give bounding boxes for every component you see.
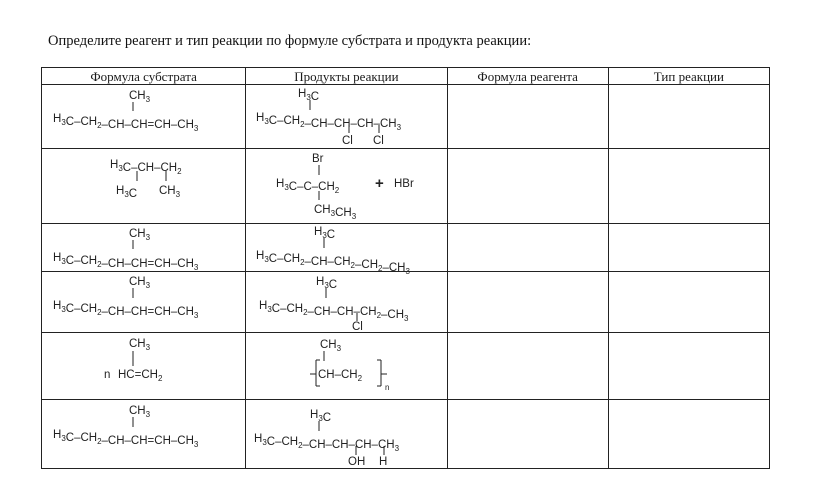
header-products: Продукты реакции	[246, 68, 447, 85]
branch-label: $CH_3$	[129, 90, 151, 104]
product-cell	[246, 149, 447, 224]
main-chain: $H_3C-CH_2-CH-CH=CH-CH_3$	[53, 429, 199, 449]
substrate-cell	[42, 224, 246, 272]
branch-label: $CH_3$	[129, 338, 151, 352]
reagent-answer-cell[interactable]	[447, 333, 608, 400]
header-row	[42, 68, 770, 85]
table-row	[42, 149, 770, 224]
reaction-type-answer-cell[interactable]	[608, 400, 769, 469]
polymer-index: n	[385, 383, 390, 392]
table-row	[42, 333, 770, 400]
plus-sign: +	[375, 175, 385, 192]
product-formula	[246, 224, 447, 276]
main-chain: $H_3C-CH_2-CH-CH_2-CH_2-CH_3$	[256, 250, 411, 276]
main-chain: $H_3C-CH_2-CH-CH-CH-CH_3$	[256, 112, 402, 132]
product-cell	[246, 400, 447, 469]
table-row	[42, 400, 770, 469]
table-row	[42, 272, 770, 333]
product-formula	[246, 400, 447, 468]
table-row	[42, 224, 770, 272]
reaction-type-answer-cell[interactable]	[608, 224, 769, 272]
product-cell	[246, 224, 447, 276]
substituent: Cl	[373, 135, 385, 147]
header-reagent: Формула реагента	[447, 68, 608, 85]
branch-label: $H_3C$	[298, 88, 320, 103]
substrate-formula	[42, 333, 246, 399]
product-cell	[246, 333, 447, 400]
task-instruction: Определите реагент и тип реакции по формуле субстрата и продукта реакции:	[48, 33, 532, 49]
substrate-formula	[42, 85, 246, 148]
substituent: $CH_3CH_3$	[314, 204, 357, 221]
substrate-cell	[42, 85, 246, 149]
substrate-formula	[42, 149, 246, 223]
substituent: OH	[348, 456, 366, 468]
main-chain: $H_3C-CH_2-CH-CH-CH-CH_3$	[254, 433, 400, 453]
table-row	[42, 85, 770, 149]
main-chain: $H_3C-CH_2-CH-CH=CH-CH_3$	[53, 300, 199, 320]
reaction-type-answer-cell[interactable]	[608, 149, 769, 224]
byproduct: HBr	[394, 178, 415, 190]
main-chain: $H_3C-CH_2-CH-CH=CH-CH_3$	[53, 113, 199, 133]
branch-label: $H_3C$	[314, 226, 336, 241]
substrate-formula	[42, 224, 246, 271]
product-cell	[246, 272, 447, 333]
main-chain: $H_3C-CH-CH_2$	[110, 159, 182, 176]
reagent-answer-cell[interactable]	[447, 272, 608, 333]
reagent-answer-cell[interactable]	[447, 85, 608, 149]
substrate-cell	[42, 400, 246, 469]
reaction-type-answer-cell[interactable]	[608, 333, 769, 400]
substituent: Cl	[342, 135, 354, 147]
repeat-unit: $CH-CH_2$	[318, 369, 363, 383]
product-formula	[246, 272, 447, 332]
product-formula	[246, 85, 447, 148]
branch-group	[129, 90, 151, 111]
reagent-answer-cell[interactable]	[447, 400, 608, 469]
substituent: H	[379, 456, 388, 468]
branch-label: $CH_3$	[129, 276, 151, 290]
reagent-answer-cell[interactable]	[447, 149, 608, 224]
substrate-formula	[42, 400, 246, 468]
product-formula	[246, 149, 447, 223]
substituent: $H_3C$	[116, 185, 138, 200]
substituent: $CH_3$	[159, 185, 181, 199]
product-cell	[246, 85, 447, 149]
branch-label: $H_3C$	[316, 276, 338, 291]
header-substrate: Формула субстрата	[42, 68, 246, 85]
substrate-cell	[42, 272, 246, 333]
main-chain: $H_3C-CH_2-CH-CH-CH_2-CH_3$	[259, 300, 409, 323]
branch-label: $CH_3$	[129, 405, 151, 419]
substituent: Br	[312, 153, 324, 165]
reaction-type-answer-cell[interactable]	[608, 85, 769, 149]
substrate-formula	[42, 272, 246, 332]
reagent-answer-cell[interactable]	[447, 224, 608, 272]
branch-label: $CH_3$	[320, 339, 342, 353]
branch-label: $CH_3$	[129, 228, 151, 242]
branch-label: $H_3C$	[310, 409, 332, 424]
polymer-bracket-right	[377, 360, 381, 386]
coefficient: n	[104, 369, 111, 381]
main-chain: $H_3C-C-CH_2$	[276, 178, 340, 195]
substrate-cell	[42, 149, 246, 224]
reaction-type-answer-cell[interactable]	[608, 272, 769, 333]
main-chain: $H_3C-CH_2-CH-CH=CH-CH_3$	[53, 252, 199, 272]
reaction-table	[41, 67, 770, 469]
substrate-cell	[42, 333, 246, 400]
header-reaction-type: Тип реакции	[608, 68, 769, 85]
product-formula	[246, 333, 447, 399]
main-chain: $HC=CH_2$	[118, 369, 163, 383]
substituent: Cl	[352, 321, 364, 333]
